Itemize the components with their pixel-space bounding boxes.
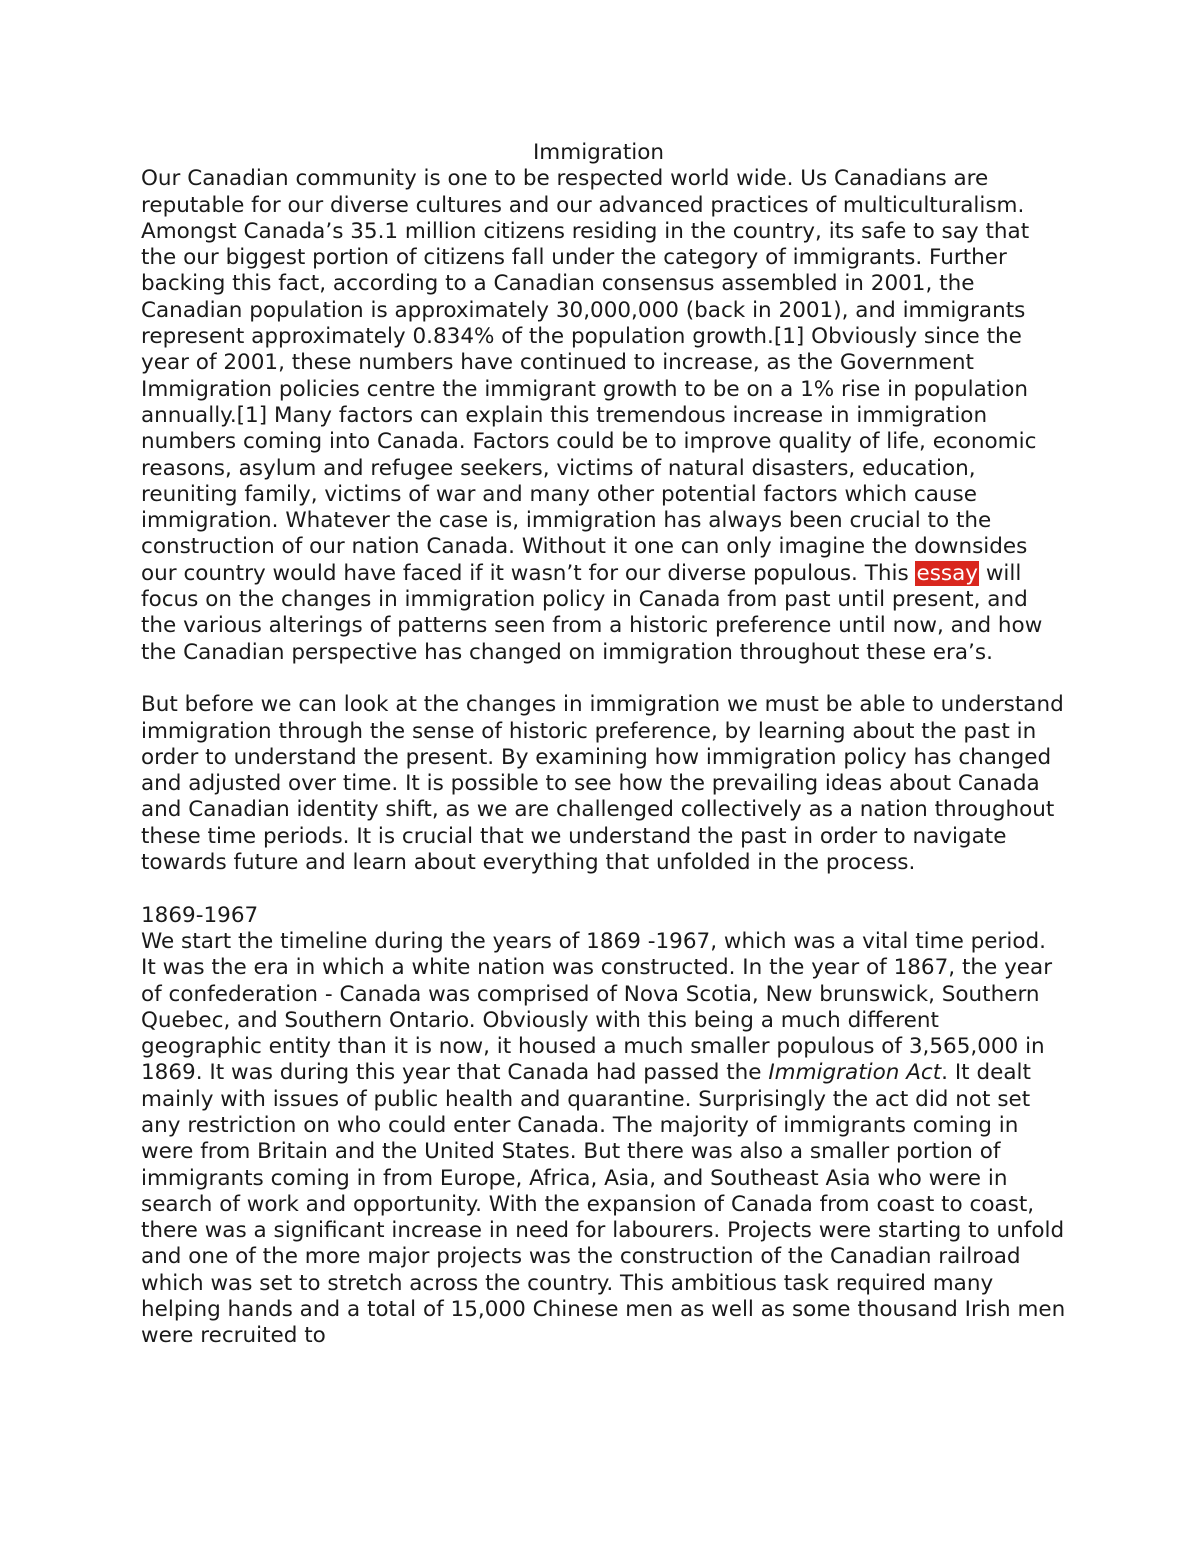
section-heading: 1869-1967 [141,902,259,928]
document-title: Immigration [532,140,665,165]
document-body [141,140,1066,1350]
paragraph-spacer [141,876,1066,902]
paragraph-spacer [141,666,1066,692]
act-name: Immigration Act [768,1060,942,1086]
intro-text-after: will focus on the changes in immigration policy in Canada from past until present, and the various alterings of patterns seen from a historic preference until now, and how the Canadian perspective has changed on immigration throughout these era’s. [141,560,1043,665]
intro-paragraph [141,166,1066,666]
section-paragraph [141,929,1066,1350]
section-text-before: We start the timeline during the years of 1869 -1967, which was a vital time period. It was the era in which a white nation was constructed. In the year of 1867, the year of confederation - Canada was comprised of Nova Scotia, New brunswick, Southern Quebec, and Southern Ontario. Obviously with this being a much different geographic entity than it is now, it housed a much smaller populous of 3,565,000 in 1869. It was during this year that Canada had passed the [141,928,1053,1086]
intro-text-before: Our Canadian community is one to be respected world wide. Us Canadians are reputable for our diverse cultures and our advanced practices of multiculturalism. Amongst Canada’s 35.1 million citizens residing in the country, its safe to say that the our biggest portion of citizens fall under the category of immigrants. Further backing this fact, according to a Canadian consensus assembled in 2001, the Canadian population is approximately 30,000,000 (back in 2001), and immigrants represent approximately 0.834% of the population growth.[1] Obviously since the year of 2001, these numbers have continued to increase, as the Government Immigration policies centre the immigrant growth to be on a 1% rise in population annually.[1] Many factors can explain this tremendous increase in immigration numbers coming into Canada. Factors could be to improve quality of life, economic reasons, asylum and refugee seekers, victims of natural disasters, education, reuniting family, victims of war and many other potential factors which cause immigration. Whatever the case is, immigration has always been crucial to the construction of our nation Canada. Without it one can only imagine the downsides our country would have faced if it wasn’t for our diverse populous. This [141,166,1037,586]
highlighted-word[interactable]: essay [916,560,979,586]
second-paragraph: But before we can look at the changes in immigration we must be able to understand immigration through the sense of historic preference, by learning about the past in order to understand the present. By examining how immigration policy has changed and adjusted over time. It is possible to see how the prevailing ideas about Canada and Canadian identity shift, as we are challenged collectively as a nation throughout these time periods. It is crucial that we understand the past in order to navigate towards future and learn about everything that unfolded in the process. [141,692,1064,876]
section-text-after: . It dealt mainly with issues of public health and quarantine. Surprisingly the act did not set any restriction on who could enter Canada. The majority of immigrants coming in were from Britain and the United States. But there was also a smaller portion of immigrants coming in from Europe, Africa, Asia, and Southeast Asia who were in search of work and opportunity. With the expansion of Canada from coast to coast, there was a significant increase in need for labourers. Projects were starting to unfold and one of the more major projects was the construction of the Canadian railroad which was set to stretch across the country. This ambitious task required many helping hands and a total of 15,000 Chinese men as well as some thousand Irish men were recruited to [141,1060,1066,1349]
